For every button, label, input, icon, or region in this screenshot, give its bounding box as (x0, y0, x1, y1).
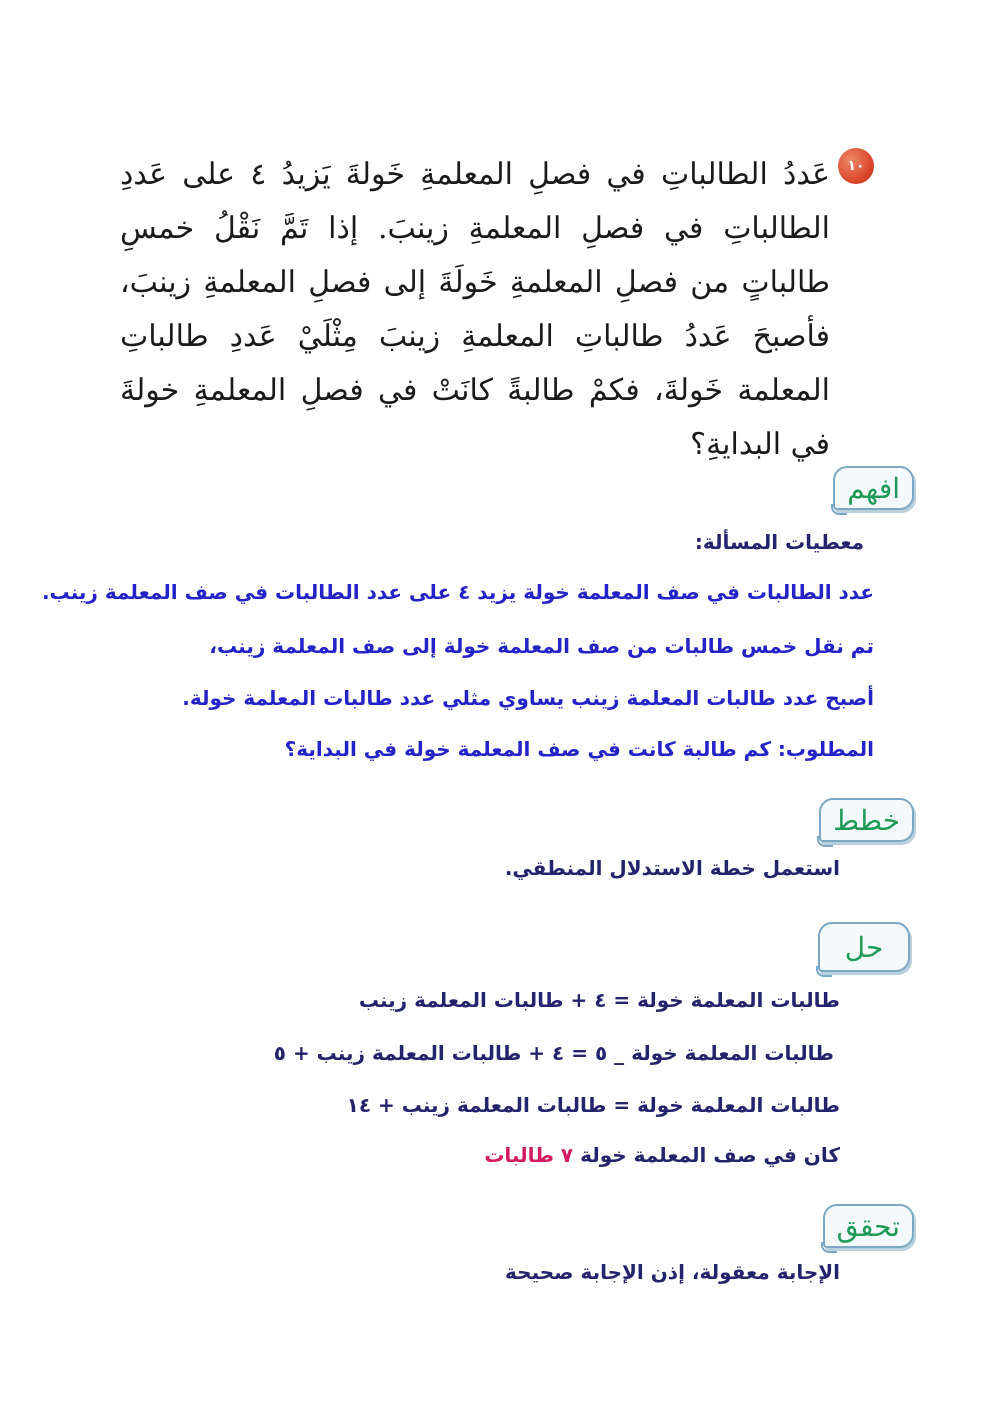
equation-1: طالبات المعلمة خولة = ٤ + طالبات المعلمة زينب (358, 988, 840, 1012)
answer-line (484, 1143, 840, 1167)
equation-3: طالبات المعلمة خولة = طالبات المعلمة زينب + ١٤ (346, 1093, 840, 1117)
given-line-3: أصبح عدد طالبات المعلمة زينب يساوي مثلي عدد طالبات المعلمة خولة. (182, 686, 874, 710)
answer-value: ٧ طالبات (484, 1143, 574, 1167)
givens-heading: معطيات المسألة: (694, 530, 864, 554)
solve-tag: حل (818, 922, 910, 972)
required-line: المطلوب: كم طالبة كانت في صف المعلمة خولة في البداية؟ (284, 737, 874, 761)
check-tag: تحقق (823, 1204, 914, 1248)
given-line-1: عدد الطالبات في صف المعلمة خولة يزيد ٤ على عدد الطالبات في صف المعلمة زينب. (41, 580, 874, 604)
equation-2: طالبات المعلمة خولة _ ٥ = ٤ + طالبات المعلمة زينب + ٥ (273, 1041, 834, 1065)
plan-text: استعمل خطة الاستدلال المنطقي. (504, 856, 840, 880)
plan-tag: خطط (819, 798, 914, 842)
answer-prefix: كان في صف المعلمة خولة (580, 1143, 840, 1167)
check-text: الإجابة معقولة، إذن الإجابة صحيحة (505, 1260, 840, 1284)
understand-tag: افهم (833, 466, 914, 510)
problem-statement (120, 148, 830, 472)
problem-number-badge: ١٠ (838, 148, 874, 184)
given-line-2: تم نقل خمس طالبات من صف المعلمة خولة إلى صف المعلمة زينب، (209, 634, 874, 658)
problem-text: عَددُ الطالباتِ في فصلِ المعلمةِ خَولةَ يَزيدُ ٤ على عَددِ الطالباتِ في فصلِ المعلمةِ زينبَ. إذا تَمَّ نَقْلُ خمسِ طالباتٍ من فصلِ المعلمةِ خَولَةَ إلى فصلِ المعلمةِ زينبَ، فأصبحَ عَددُ طالباتِ المعلمةِ زينبَ مِثْلَيْ عَددِ طالباتِ المعلمة خَولةَ، فكمْ طالبةً كانَتْ في فصلِ المعلمةِ خولةَ في البدايةِ؟ (120, 157, 830, 462)
